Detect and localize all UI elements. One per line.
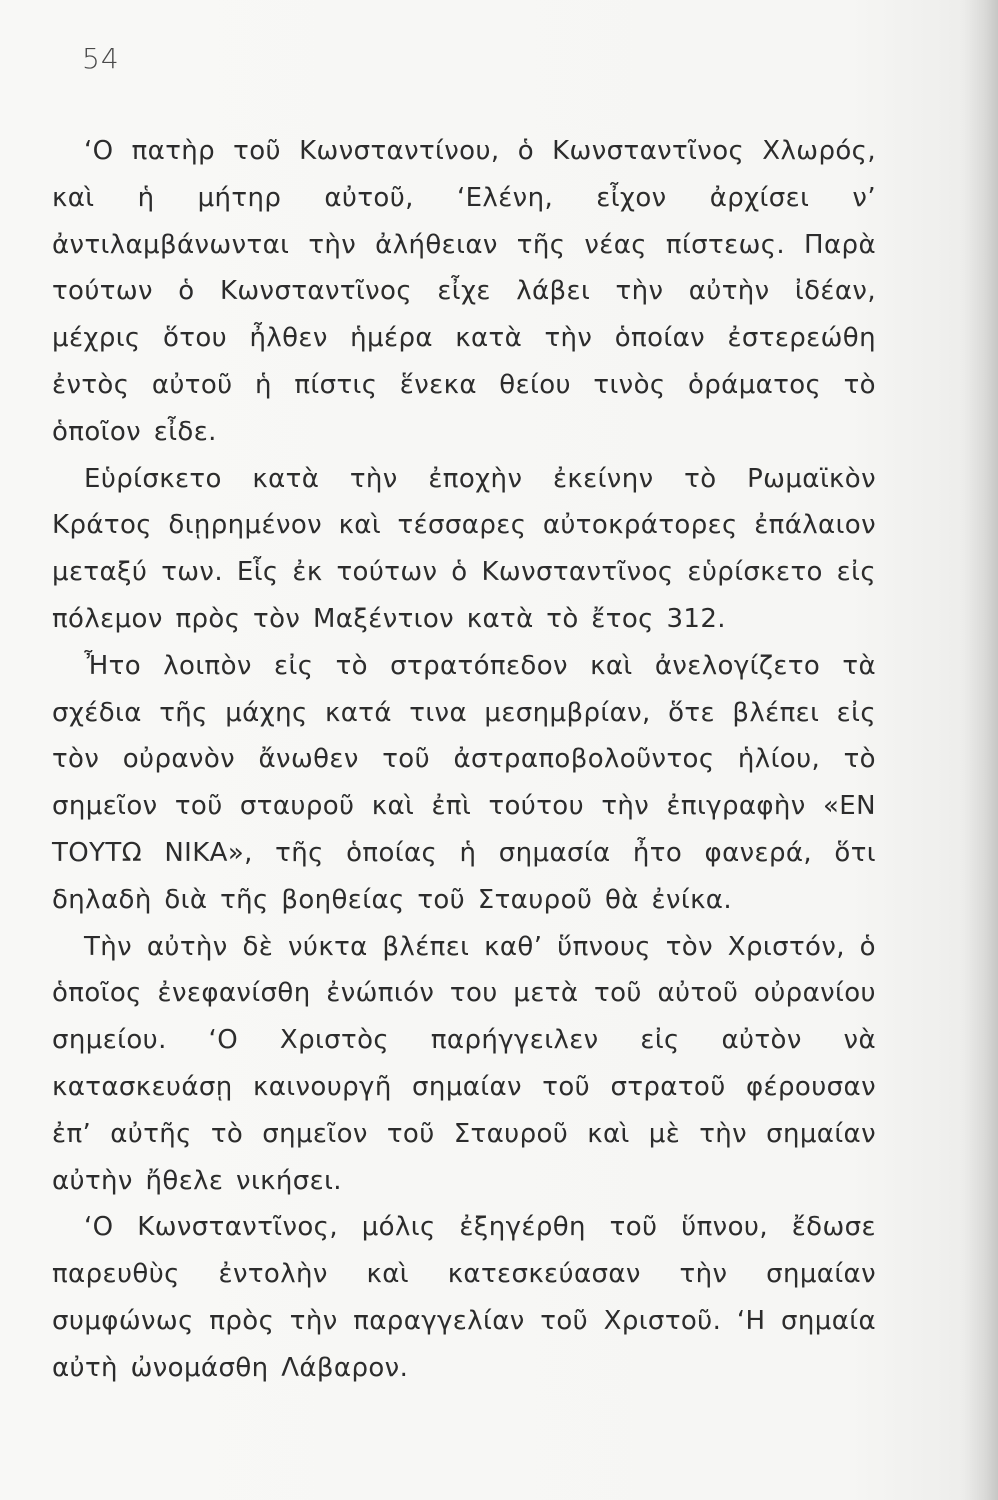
paragraph-3: Ἦτο λοιπὸν εἰς τὸ στρατόπεδον καὶ ἀνελογίζετο τὰ σχέδια τῆς μάχης κατά τινα μεσημβρίαν, ὅτε βλέπει εἰς τὸν οὐρανὸν ἄνωθεν τοῦ ἀστραποβολοῦντος ἡλίου, τὸ σημεῖον τοῦ σταυροῦ καὶ ἐπὶ τούτου τὴν ἐπιγραφὴν «ΕΝ ΤΟΥΤΩ ΝΙΚΑ», τῆς ὁποίας ἡ σημασία ἦτο φανερά, ὅτι δηλαδὴ διὰ τῆς βοηθείας τοῦ Σταυροῦ θὰ ἐνίκα.: [52, 650, 876, 915]
paragraph-5: ‘Ο Κωνσταντῖνος, μόλις ἐξηγέρθη τοῦ ὕπνου, ἔδωσε παρευθὺς ἐντολὴν καὶ κατεσκεύασαν τὴν σημαίαν συμφώνως πρὸς τὴν παραγγελίαν τοῦ Χριστοῦ. ‘Η σημαία αὐτὴ ὠνομάσθη Λάβαρον.: [52, 1212, 876, 1383]
paragraph-1: ‘Ο πατὴρ τοῦ Κωνσταντίνου, ὁ Κωνσταντῖνος Χλωρός, καὶ ἡ μήτηρ αὐτοῦ, ‘Ελένη, εἶχον ἀρχίσει ν’ ἀντιλαμβάνωνται τὴν ἀλήθειαν τῆς νέας πίστεως. Παρὰ τούτων ὁ Κωνσταντῖνος εἶχε λάβει τὴν αὐτὴν ἰδέαν, μέχρις ὅτου ἦλθεν ἡμέρα κατὰ τὴν ὁποίαν ἐστερεώθη ἐντὸς αὐτοῦ ἡ πίστις ἕνεκα θείου τινὸς ὁράματος τὸ ὁποῖον εἶδε.: [52, 136, 876, 447]
page-number: 54: [82, 42, 120, 75]
paragraph-2: Εὑρίσκετο κατὰ τὴν ἐποχὴν ἐκείνην τὸ Ρωμαϊκὸν Κράτος διῃρημένον καὶ τέσσαρες αὐτοκράτορες ἐπάλαιον μεταξύ των. Εἷς ἐκ τούτων ὁ Κωνσταντῖνος εὑρίσκετο εἰς πόλεμον πρὸς τὸν Μαξέντιον κατὰ τὸ ἔτος 312.: [52, 463, 876, 634]
paragraph-4: Τὴν αὐτὴν δὲ νύκτα βλέπει καθ’ ὕπνους τὸν Χριστόν, ὁ ὁποῖος ἐνεφανίσθη ἐνώπιόν του μετὰ τοῦ αὐτοῦ οὐρανίου σημείου. ‘Ο Χριστὸς παρήγγειλεν εἰς αὐτὸν νὰ κατασκευάσῃ καινουργῆ σημαίαν τοῦ στρατοῦ φέρουσαν ἐπ’ αὐτῆς τὸ σημεῖον τοῦ Σταυροῦ καὶ μὲ τὴν σημαίαν αὐτὴν ἤθελε νικήσει.: [52, 931, 876, 1196]
page-edge-shadow: [964, 0, 998, 1500]
body-text: [52, 128, 876, 1392]
